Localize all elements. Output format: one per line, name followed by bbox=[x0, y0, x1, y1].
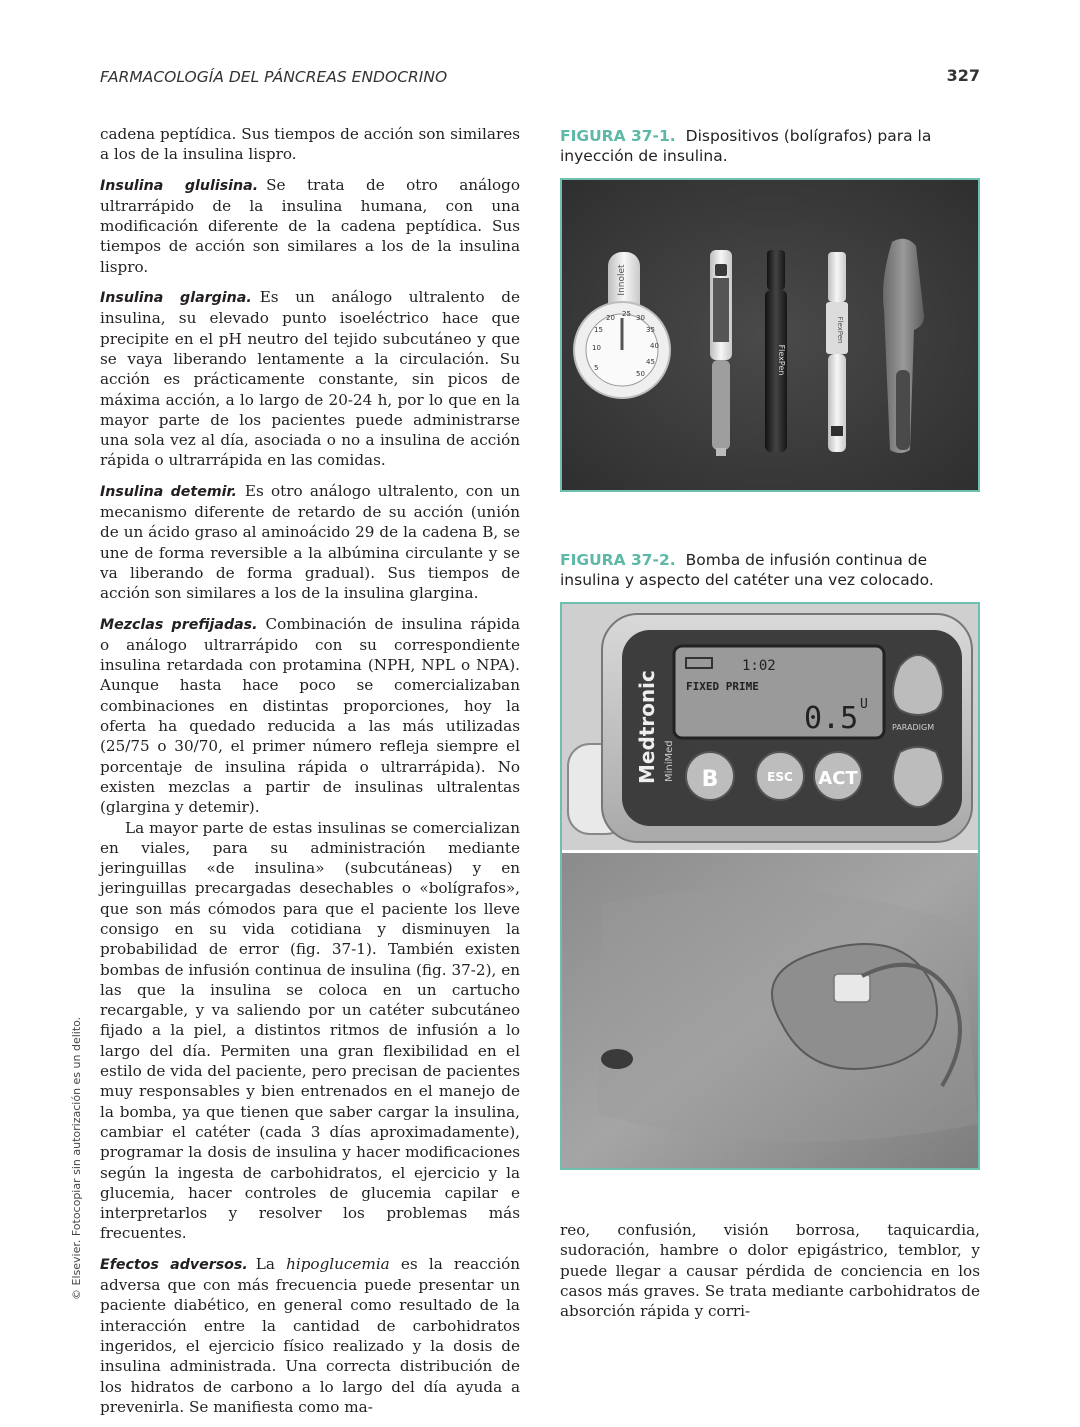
dial-number: 20 bbox=[606, 314, 615, 322]
text-detemir: Es otro análogo ultralento, con un mecanismo diferente de retardo de su acción (unión de un ácido graso al aminoácido 29 de la cadena B, se une de forma reversible a la albúmina circulante y se va liberando de forma gradual). Sus tiempos de acción son similares a los de la insulina glargina. bbox=[100, 481, 520, 603]
figure-1-label: FIGURA 37-1. bbox=[560, 127, 676, 145]
screen-time: 1:02 bbox=[742, 658, 776, 674]
dial-number: 30 bbox=[636, 314, 645, 322]
insulin-pump-illustration bbox=[562, 604, 978, 1168]
pump-brand: Medtronic bbox=[635, 670, 659, 784]
dial-number: 50 bbox=[636, 370, 645, 378]
pen-4-label: FlexPen bbox=[836, 316, 844, 344]
screen-unit: U bbox=[860, 697, 868, 712]
dial-number: 40 bbox=[650, 342, 659, 350]
dial-number: 45 bbox=[646, 358, 655, 366]
dial-number: 25 bbox=[622, 310, 631, 318]
insulin-pens-illustration bbox=[562, 180, 978, 490]
paragraph-adversos bbox=[100, 1254, 520, 1417]
text-adversos-after: es la reacción adversa que con más frecuencia puede presentar un paciente diabético, en general como resultado de la interacción entre la cantidad de carbohidratos ingeridos, el ejercicio físico realizado y la dosis de insulina administrada. Una correcta distribución de los hidratos de carbono a lo largo del día ayuda a prevenirla. Se manifiesta como ma- bbox=[100, 1254, 521, 1416]
text-glulisina: Se trata de otro análogo ultrarrápido de la insulina humana, con una modificación diferente de la cadena peptídica. Sus tiempos de acción son similares a los de la insulina lispro. bbox=[100, 175, 520, 276]
esc-button-label: ESC bbox=[767, 770, 793, 784]
photo-divider bbox=[562, 850, 978, 853]
paragraph-glulisina bbox=[100, 175, 520, 277]
pen-white-grey bbox=[710, 250, 732, 456]
paragraph-continuation: cadena peptídica. Sus tiempos de acción son similares a los de la insulina lispro. bbox=[100, 125, 520, 164]
act-button-label: ACT bbox=[818, 768, 858, 789]
innolet-brand: Innolet bbox=[617, 264, 627, 296]
paragraph-glargina bbox=[100, 287, 520, 471]
term-detemir: Insulina detemir. bbox=[100, 483, 237, 500]
bolus-button-label: B bbox=[701, 767, 719, 792]
screen-status: FIXED PRIME bbox=[686, 680, 759, 693]
light-button[interactable] bbox=[893, 747, 943, 807]
up-arrow-button[interactable] bbox=[893, 655, 943, 715]
dial-number: 5 bbox=[594, 364, 599, 372]
running-title: FARMACOLOGÍA DEL PÁNCREAS ENDOCRINO bbox=[100, 68, 448, 86]
figure-2-photo bbox=[560, 602, 980, 1170]
text-mezclas: Combinación de insulina rápida o análogo ultrarrápido con su correspondiente insulina retardada con protamina (NPH, NPL o NPA). Aunque hasta hace poco se comercializaban combinaciones en distintas proporciones, hoy la oferta ha quedado reducida a las más utilizadas (25/75 o 30/70, el primer número refleja siempre el porcentaje de insulina rápida o ultrarrápida). No existen mezclas a partir de insulinas ultralentas (glargina y detemir). bbox=[100, 614, 521, 817]
pen-black bbox=[765, 250, 787, 452]
right-column-text bbox=[560, 1220, 980, 1321]
paragraph-comercializacion: La mayor parte de estas insulinas se comercializan en viales, para su administración mediante jeringuillas «de insulina» (subcutáneas) y en jeringuillas precargadas desechables o «bolígrafos», que son más cómodos para que el paciente los lleve consigo en su vida cotidiana y disminuyen la probabilidad de error (fig. 37-1). También existen bombas de infusión continua de insulina (fig. 37-2), en las que la insulina se coloca en un cartucho recargable, y va saliendo por un catéter subcutáneo fijado a la piel, a distintos ritmos de infusión a lo largo del día. Permiten una gran flexibilidad en el estilo de vida del paciente, pero precisan de pacientes muy responsables y bien entrenados en el manejo de la bomba, ya que tienen que saber cargar la insulina, cambiar el catéter (cada 3 días aproximadamente), programar la dosis de insulina y hacer modificaciones según la ingesta de carbohidratos, el ejercicio y la glucemia, hacer controles de glucemia capilar e interpretarlos y resolver los problemas más frecuentes. bbox=[100, 818, 520, 1243]
term-mezclas: Mezclas prefijadas. bbox=[100, 616, 258, 633]
paragraph-continuation-right: reo, confusión, visión borrosa, taquicardia, sudoración, hambre o dolor epigástrico, temblor, y puede llegar a causar pérdida de conciencia en los casos más graves. Se trata mediante carbohidratos de absorción rápida y corri- bbox=[560, 1221, 980, 1321]
text-adversos-before: La bbox=[255, 1254, 275, 1273]
left-column bbox=[100, 124, 520, 1427]
figure-1-caption-text: Dispositivos (bolígrafos) para la inyección de insulina. bbox=[560, 127, 932, 165]
text-glargina: Es un análogo ultralento de insulina, su elevado punto isoeléctrico hace que precipite en el pH neutro del tejido subcutáneo y que se vaya liberando lentamente a la circulación. Su acción es prácticamente constante, sin picos de máxima acción, a lo largo de 20-24 h, por lo que en la mayor parte de los pacientes puede administrarse una sola vez al día, asociada o no a insulina de acción rápida o ultrarrápida en las comidas. bbox=[100, 288, 520, 470]
figure-2-caption bbox=[560, 550, 980, 590]
term-adversos: Efectos adversos. bbox=[100, 1256, 248, 1273]
pen-3-label: FlexPen bbox=[777, 344, 786, 376]
dial-number: 10 bbox=[592, 344, 601, 352]
insulin-pump bbox=[568, 614, 972, 842]
figure-1-photo bbox=[560, 178, 980, 492]
term-glargina: Insulina glargina. bbox=[100, 290, 252, 307]
paragraph-mezclas bbox=[100, 614, 520, 818]
dial-number: 35 bbox=[646, 326, 655, 334]
figure-2-label: FIGURA 37-2. bbox=[560, 551, 676, 569]
term-glulisina: Insulina glulisina. bbox=[100, 177, 259, 194]
figure-1-caption bbox=[560, 126, 980, 166]
running-head bbox=[100, 66, 980, 90]
paragraph-detemir bbox=[100, 481, 520, 604]
pump-sub-brand: MiniMed bbox=[664, 740, 675, 782]
figure-2-caption-text: Bomba de infusión continua de insulina y aspecto del catéter una vez colocado. bbox=[560, 551, 934, 589]
catheter-site bbox=[598, 888, 978, 1142]
catheter-hub bbox=[834, 974, 870, 1002]
pen-white bbox=[826, 252, 848, 452]
copyright-side-note: © Elsevier. Fotocopiar sin autorización es un delito. bbox=[70, 1016, 83, 1300]
screen-value: 0.5 bbox=[804, 701, 859, 736]
navel bbox=[601, 1049, 633, 1069]
term-hipoglucemia: hipoglucemia bbox=[286, 1254, 390, 1273]
pump-model: PARADIGM bbox=[892, 723, 935, 732]
page-number: 327 bbox=[946, 66, 980, 85]
dial-number: 15 bbox=[594, 326, 603, 334]
